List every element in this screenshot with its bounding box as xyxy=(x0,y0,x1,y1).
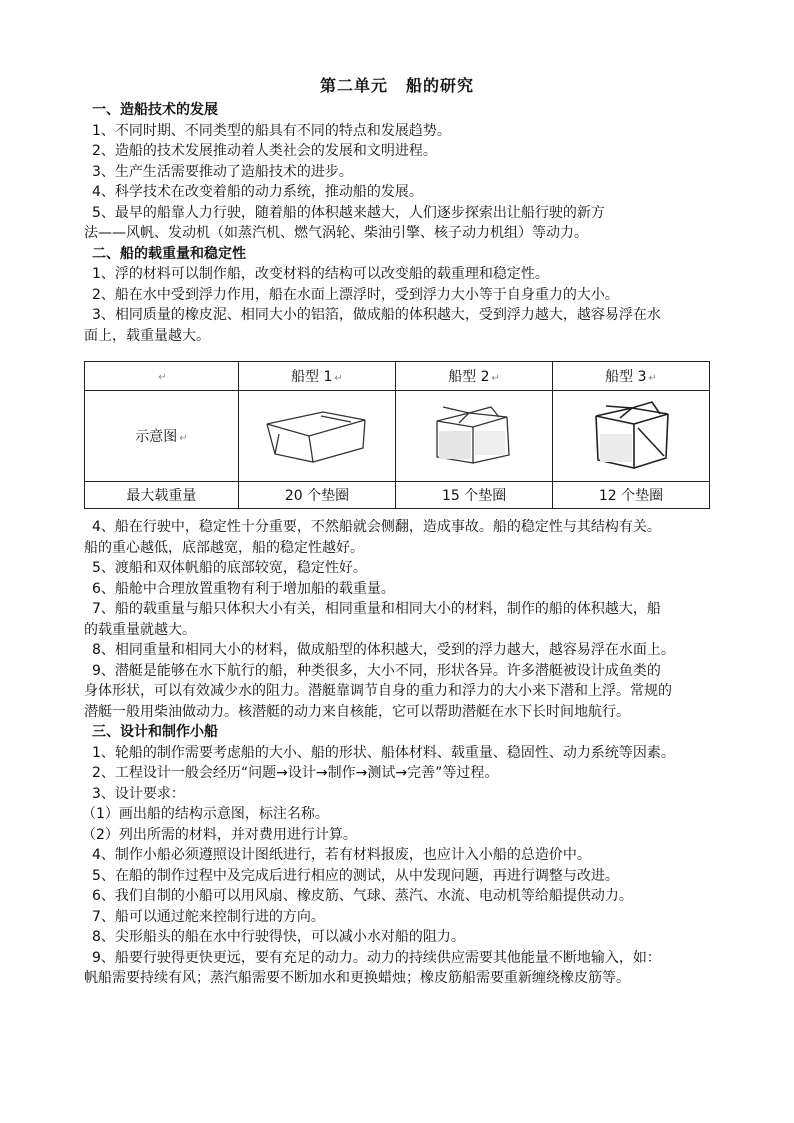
paragraph-line: 1、不同时期、不同类型的船具有不同的特点和发展趋势。 xyxy=(92,122,451,139)
section-stability xyxy=(82,517,740,989)
paragraph-line: 帆船需要持续有风；蒸汽船需要不断加水和更换蜡烛；橡皮筋船需要重新缠绕橡皮筋等。 xyxy=(84,970,630,986)
table-cell xyxy=(238,391,395,482)
boat-sketch-3 xyxy=(586,398,676,474)
paragraph-line: 7、船的载重量与船只体积大小有关，相同重量和相同大小的材料，制作的船的体积越大，船 xyxy=(92,601,661,617)
section-heading: 三、设计和制作小船 xyxy=(92,724,218,740)
paragraph-line: 潜艇一般用柴油做动力。核潜艇的动力来自核能，它可以帮助潜艇在水下长时间地航行。 xyxy=(84,703,630,720)
table-header-cell: 船型 1 ↵ xyxy=(238,362,395,391)
paragraph-line: 6、船舱中合理放置重物有利于增加船的载重量。 xyxy=(92,580,395,597)
boat-load-table xyxy=(84,361,710,509)
paragraph-line: 2、船在水中受到浮力作用，船在水面上漂浮时，受到浮力大小等于自身重力的大小。 xyxy=(92,286,619,303)
table-header-cell: ↵ xyxy=(85,362,239,391)
paragraph-line: 9、船要行驶得更快更远，要有充足的动力。动力的持续供应需要其他能量不断地输入，如： xyxy=(92,949,661,966)
paragraph-line: 7、船可以通过舵来控制行进的方向。 xyxy=(92,908,325,925)
table-header-cell: 船型 3 ↵ xyxy=(553,362,710,391)
paragraph-line: 4、科学技术在改变着船的动力系统，推动船的发展。 xyxy=(92,184,423,200)
paragraph-line: 6、我们自制的小船可以用风扇、橡皮筋、气球、蒸汽、水流、电动机等给船提供动力。 xyxy=(92,888,633,904)
unit-topic: 船的研究 xyxy=(406,76,475,95)
table-header-row xyxy=(85,362,710,391)
table-cell xyxy=(553,391,710,482)
paragraph-line: 8、相同重量和相同大小的材料，做成船型的体积越大，受到的浮力越大，越容易浮在水面上。 xyxy=(92,642,675,658)
paragraph-line: 面上，载重量越大。 xyxy=(84,327,210,344)
table-row xyxy=(85,391,710,482)
paragraph-line: 5、在船的制作过程中及完成后进行相应的测试，从中发现问题，再进行调整与改进。 xyxy=(92,867,619,884)
paragraph-line: （1）画出船的结构示意图，标注名称。 xyxy=(82,806,329,822)
paragraph-line: （2）列出所需的材料，并对费用进行计算。 xyxy=(82,826,357,843)
paragraph-line: 5、渡船和双体帆船的底部较宽，稳定性好。 xyxy=(92,560,367,576)
paragraph-line: 身体形状，可以有效减少水的阻力。潜艇靠调节自身的重力和浮力的大小来下潜和上浮。常规的 xyxy=(84,683,672,699)
boat-sketch-1 xyxy=(261,404,373,468)
paragraph-line: 3、设计要求： xyxy=(92,785,185,802)
table-cell: 最大载重量 xyxy=(85,481,239,508)
table-header-cell: 船型 2 ↵ xyxy=(396,362,553,391)
table-cell: 20 个垫圈 xyxy=(238,481,395,508)
table-cell: 12 个垫圈 xyxy=(553,481,710,508)
paragraph-line: 2、造船的技术发展推动着人类社会的发展和文明进程。 xyxy=(92,143,437,159)
boat-sketch-2 xyxy=(429,401,519,471)
paragraph-line: 8、尖形船头的船在水中行驶得快，可以减小水对船的阻力。 xyxy=(92,929,465,945)
table-cell xyxy=(396,391,553,482)
paragraph-line: 5、最早的船靠人力行驶，随着船的体积越来越大，人们逐步探索出让船行驶的新方 xyxy=(92,204,605,221)
page-title xyxy=(0,73,794,96)
paragraph-line: 4、船在行驶中，稳定性十分重要，不然船就会侧翻，造成事故。船的稳定性与其结构有关。 xyxy=(92,519,661,535)
paragraph-line: 3、生产生活需要推动了造船技术的进步。 xyxy=(92,163,353,180)
paragraph-line: 2、工程设计一般会经历“问题→设计→制作→测试→完善”等过程。 xyxy=(92,765,499,781)
table-cell: 15 个垫圈 xyxy=(396,481,553,508)
unit-label: 第二单元 xyxy=(319,76,388,95)
section-heading: 二、船的载重量和稳定性 xyxy=(92,245,246,262)
paragraph-line: 9、潜艇是能够在水下航行的船，种类很多，大小不同，形状各异。许多潜艇被设计成鱼类的 xyxy=(92,662,661,679)
paragraph-line: 1、轮船的制作需要考虑船的大小、船的形状、船体材料、载重量、稳固性、动力系统等因素。 xyxy=(92,744,675,761)
paragraph-line: 4、制作小船必须遵照设计图纸进行，若有材料报废，也应计入小船的总造价中。 xyxy=(92,847,591,863)
paragraph-line: 法——风帆、发动机（如蒸汽机、燃气涡轮、柴油引擎、核子动力机组）等动力。 xyxy=(84,225,588,241)
paragraph-line: 船的重心越低，底部越宽，船的稳定性越好。 xyxy=(84,539,364,556)
table-row xyxy=(85,481,710,508)
table-cell: 示意图 ↵ xyxy=(85,391,239,482)
section-heading: 一、造船技术的发展 xyxy=(92,102,218,118)
paragraph-line: 的载重量就越大。 xyxy=(84,621,196,638)
paragraph-line: 3、相同质量的橡皮泥、相同大小的铝箔，做成船的体积越大，受到浮力越大，越容易浮在水 xyxy=(92,307,661,323)
paragraph-line: 1、浮的材料可以制作船，改变材料的结构可以改变船的载重理和稳定性。 xyxy=(92,266,549,282)
section-shipbuilding xyxy=(84,100,740,346)
